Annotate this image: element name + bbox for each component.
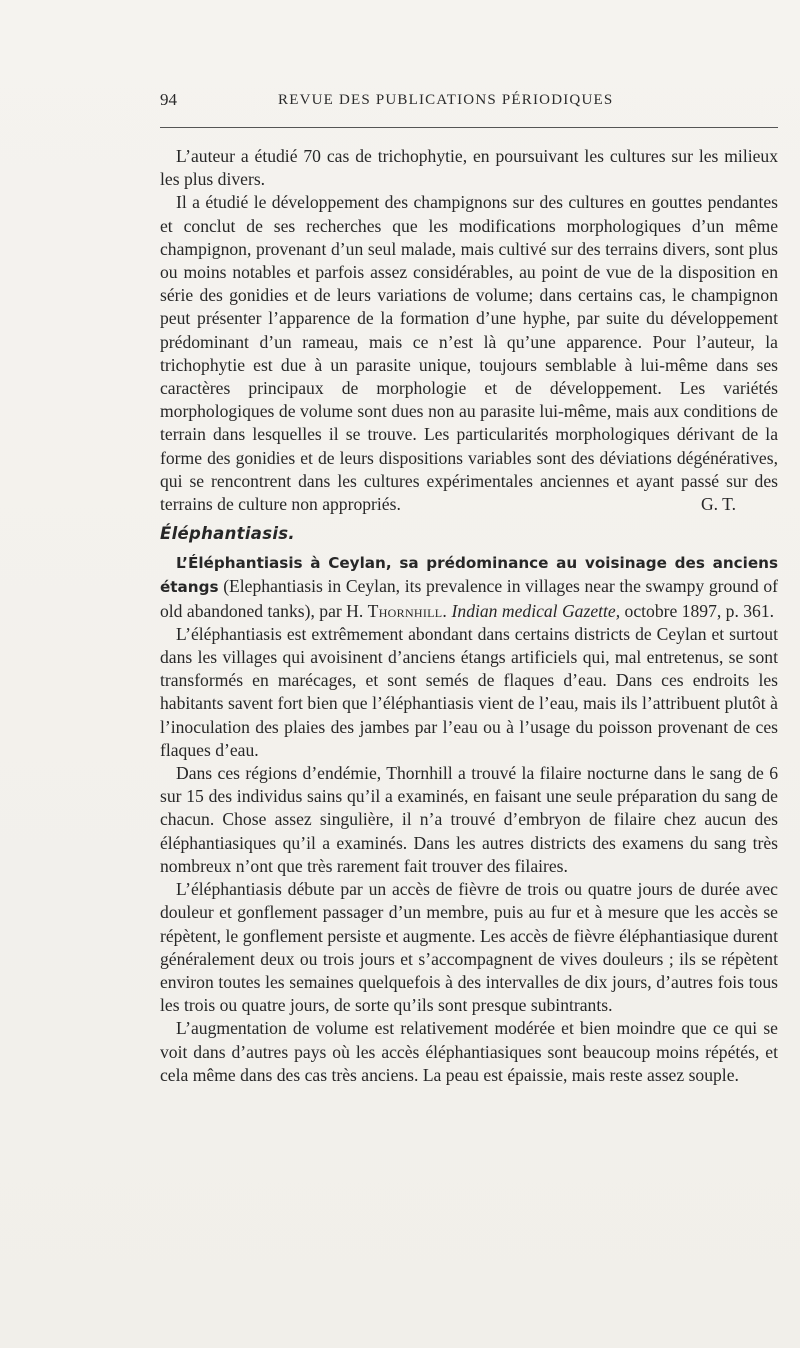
article-journal: Indian medical Gazette, bbox=[451, 600, 621, 621]
paragraph-elephantiasis-4: L’augmentation de volume est relativement modérée et bien moindre que ce qui se voit dans d’autres pays où les accès éléphantiasiques sont beaucoup moins répétés, et cela même dans des cas très anciens. La peau est épaissie, mais reste assez souple. bbox=[160, 1018, 778, 1085]
article-title: L’Éléphantiasis à Ceylan, sa prédominance au voisinage des anciens étangs bbox=[160, 554, 778, 597]
article-author: Thornhill. bbox=[367, 600, 448, 621]
journal-title: REVUE DES PUBLICATIONS PÉRIODIQUES bbox=[278, 92, 614, 108]
page-number: 94 bbox=[160, 90, 177, 109]
running-head bbox=[160, 90, 778, 114]
article-reference bbox=[160, 551, 778, 623]
header-rule bbox=[160, 127, 778, 128]
paragraph-elephantiasis-2: Dans ces régions d’endémie, Thornhill a trouvé la filaire nocturne dans le sang de 6 sur 15 des individus sains qu’il a examinés, en faisant une seule préparation du sang de chacun. Chose assez singulière, il n’a trouvé d’embryon de filaire chez aucun des éléphantiasiques qu’il a examinés. Dans les autres districts des examens du sang très nombreux n’ont que très rarement fait trouver des filaires. bbox=[160, 763, 778, 876]
paragraph-elephantiasis-1: L’éléphantiasis est extrêmement abondant dans certains districts de Ceylan et surtout dans les villages qui avoisinent d’anciens étangs artificiels qui, mal entretenus, se sont transformés en marécages, et sont semés de flaques d’eau. Dans ces endroits les habitants savent fort bien que l’éléphantiasis vient de l’eau, mais ils l’attribuent plutôt à l’inoculation des plaies des jambes par l’eau ou à l’usage du poisson provenant de ces flaques d’eau. bbox=[160, 623, 778, 760]
page-body bbox=[160, 145, 778, 1087]
reviewer-signature: G. T. bbox=[700, 494, 736, 515]
section-heading: Éléphantiasis. bbox=[160, 524, 295, 544]
paragraph-trichophytie-1: L’auteur a étudié 70 cas de trichophytie, en poursuivant les cultures sur les milieux les plus divers. bbox=[160, 146, 778, 190]
article-date-pages: octobre 1897, p. 361. bbox=[620, 600, 775, 621]
paragraph-elephantiasis-3: L’éléphantiasis débute par un accès de fièvre de trois ou quatre jours de durée avec douleur et gonflement passager d’un membre, puis au fur et à mesure que les accès se répètent, le gonflement persiste et augmente. Les accès de fièvre éléphantiasique durent généralement deux ou trois jours et s’accompagnent de vives douleurs ; ils se répètent environ toutes les semaines quelquefois à des intervalles de dix jours, d’autres fois tous les trois ou quatre jours, de sorte qu’ils sont presque subintrants. bbox=[160, 879, 778, 1016]
article-english-title: (Elephantiasis in Ceylan, its prevalence in villages near the swampy ground of old abandoned tanks), par H. bbox=[160, 576, 778, 621]
paragraph-trichophytie-2 bbox=[160, 191, 778, 516]
paragraph-trichophytie-2-text: Il a étudié le développement des champignons sur des cultures en gouttes pendantes et conclut de ses recherches que les modifications morphologiques d’un même champignon, provenant d’un seul malade, mais cultivé sur des terrains divers, sont plus ou moins notables et parfois assez considérables, au point de vue de la disposition en série des gonidies et de leurs variations de volume; dans certains cas, le champignon peut présenter l’apparence de la formation d’une hyphe, par suite du développement prédominant d’un rameau, mais ce n’est là qu’une apparence. Pour l’auteur, la trichophytie est due à un parasite unique, toujours semblable à lui-même dans ses caractères principaux de morphologie et de développement. Les variétés morphologiques de volume sont dues non au parasite lui-même, mais aux conditions de terrain dans lesquelles il se trouve. Les particularités morphologiques dérivant de la forme des gonidies et de leurs dispositions variables sont des déviations dégénératives, qui se rencontrent dans les cultures expérimentales anciennes et ayant passé sur des terrains de culture non appropriés. bbox=[160, 192, 778, 515]
